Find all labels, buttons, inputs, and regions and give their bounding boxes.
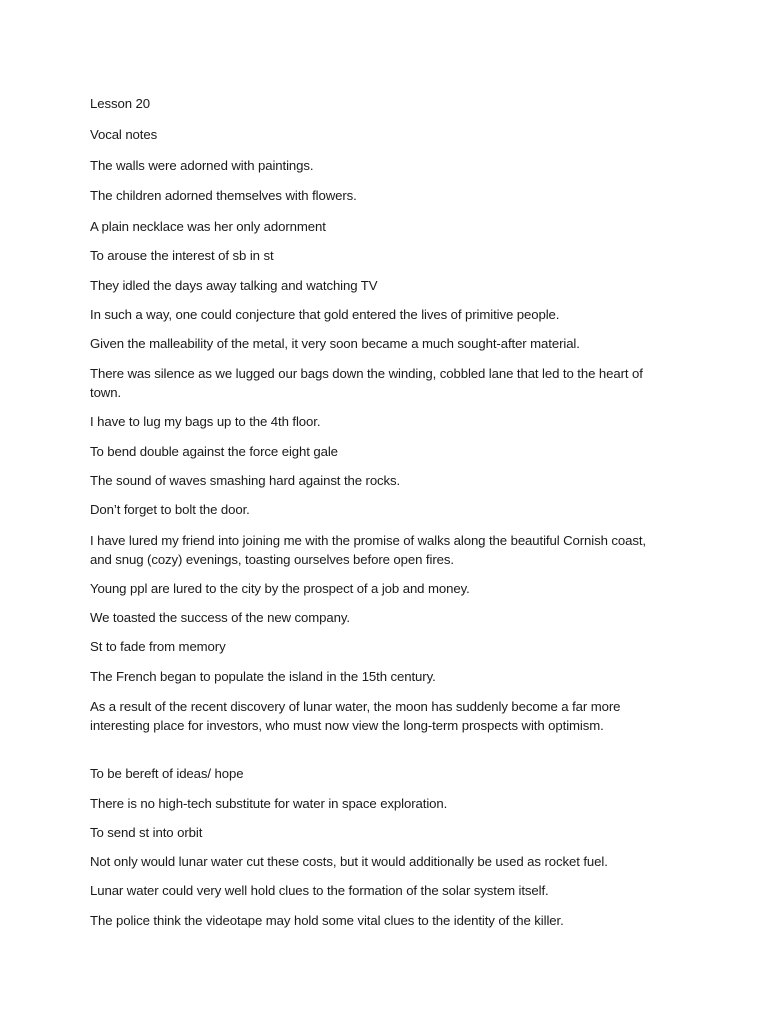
note-line: Young ppl are lured to the city by the prospect of a job and money. (90, 581, 470, 596)
lesson-title: Lesson 20 (90, 96, 150, 111)
note-line: The sound of waves smashing hard against the rocks. (90, 473, 401, 488)
note-line: Lunar water could very well hold clues to the formation of the solar system itself. (90, 883, 549, 898)
note-line: Given the malleability of the metal, it very soon became a much sought-after material. (90, 336, 580, 351)
note-line: The police think the videotape may hold some vital clues to the identity of the killer. (90, 913, 564, 928)
note-line: Don’t forget to bolt the door. (90, 502, 250, 517)
note-line: There is no high-tech substitute for water in space exploration. (90, 796, 448, 811)
note-line: St to fade from memory (90, 639, 226, 654)
section-heading: Vocal notes (90, 127, 158, 142)
note-line: A plain necklace was her only adornment (90, 219, 326, 234)
note-line: We toasted the success of the new company. (90, 610, 350, 625)
note-line: Not only would lunar water cut these costs, but it would additionally be used as rocket fuel. (90, 854, 608, 869)
note-line: The French began to populate the island in the 15th century. (90, 669, 436, 684)
note-line: To bend double against the force eight gale (90, 444, 338, 459)
note-line: The walls were adorned with paintings. (90, 158, 314, 173)
note-line: The children adorned themselves with flowers. (90, 188, 357, 203)
note-line: In such a way, one could conjecture that gold entered the lives of primitive people. (90, 307, 560, 322)
note-line: I have to lug my bags up to the 4th floor. (90, 414, 321, 429)
note-line: They idled the days away talking and watching TV (90, 278, 378, 293)
note-line: To arouse the interest of sb in st (90, 248, 274, 263)
note-line: There was silence as we lugged our bags down the winding, cobbled lane that led to the heart of town. (90, 366, 643, 400)
note-line: As a result of the recent discovery of lunar water, the moon has suddenly become a far more interesting place for investors, who must now view the long-term prospects with optimism. (90, 699, 621, 733)
note-line: To send st into orbit (90, 825, 203, 840)
note-line: To be bereft of ideas/ hope (90, 766, 244, 781)
note-line: I have lured my friend into joining me with the promise of walks along the beautiful Cornish coast, and snug (cozy) evenings, toasting ourselves before open fires. (90, 533, 646, 567)
